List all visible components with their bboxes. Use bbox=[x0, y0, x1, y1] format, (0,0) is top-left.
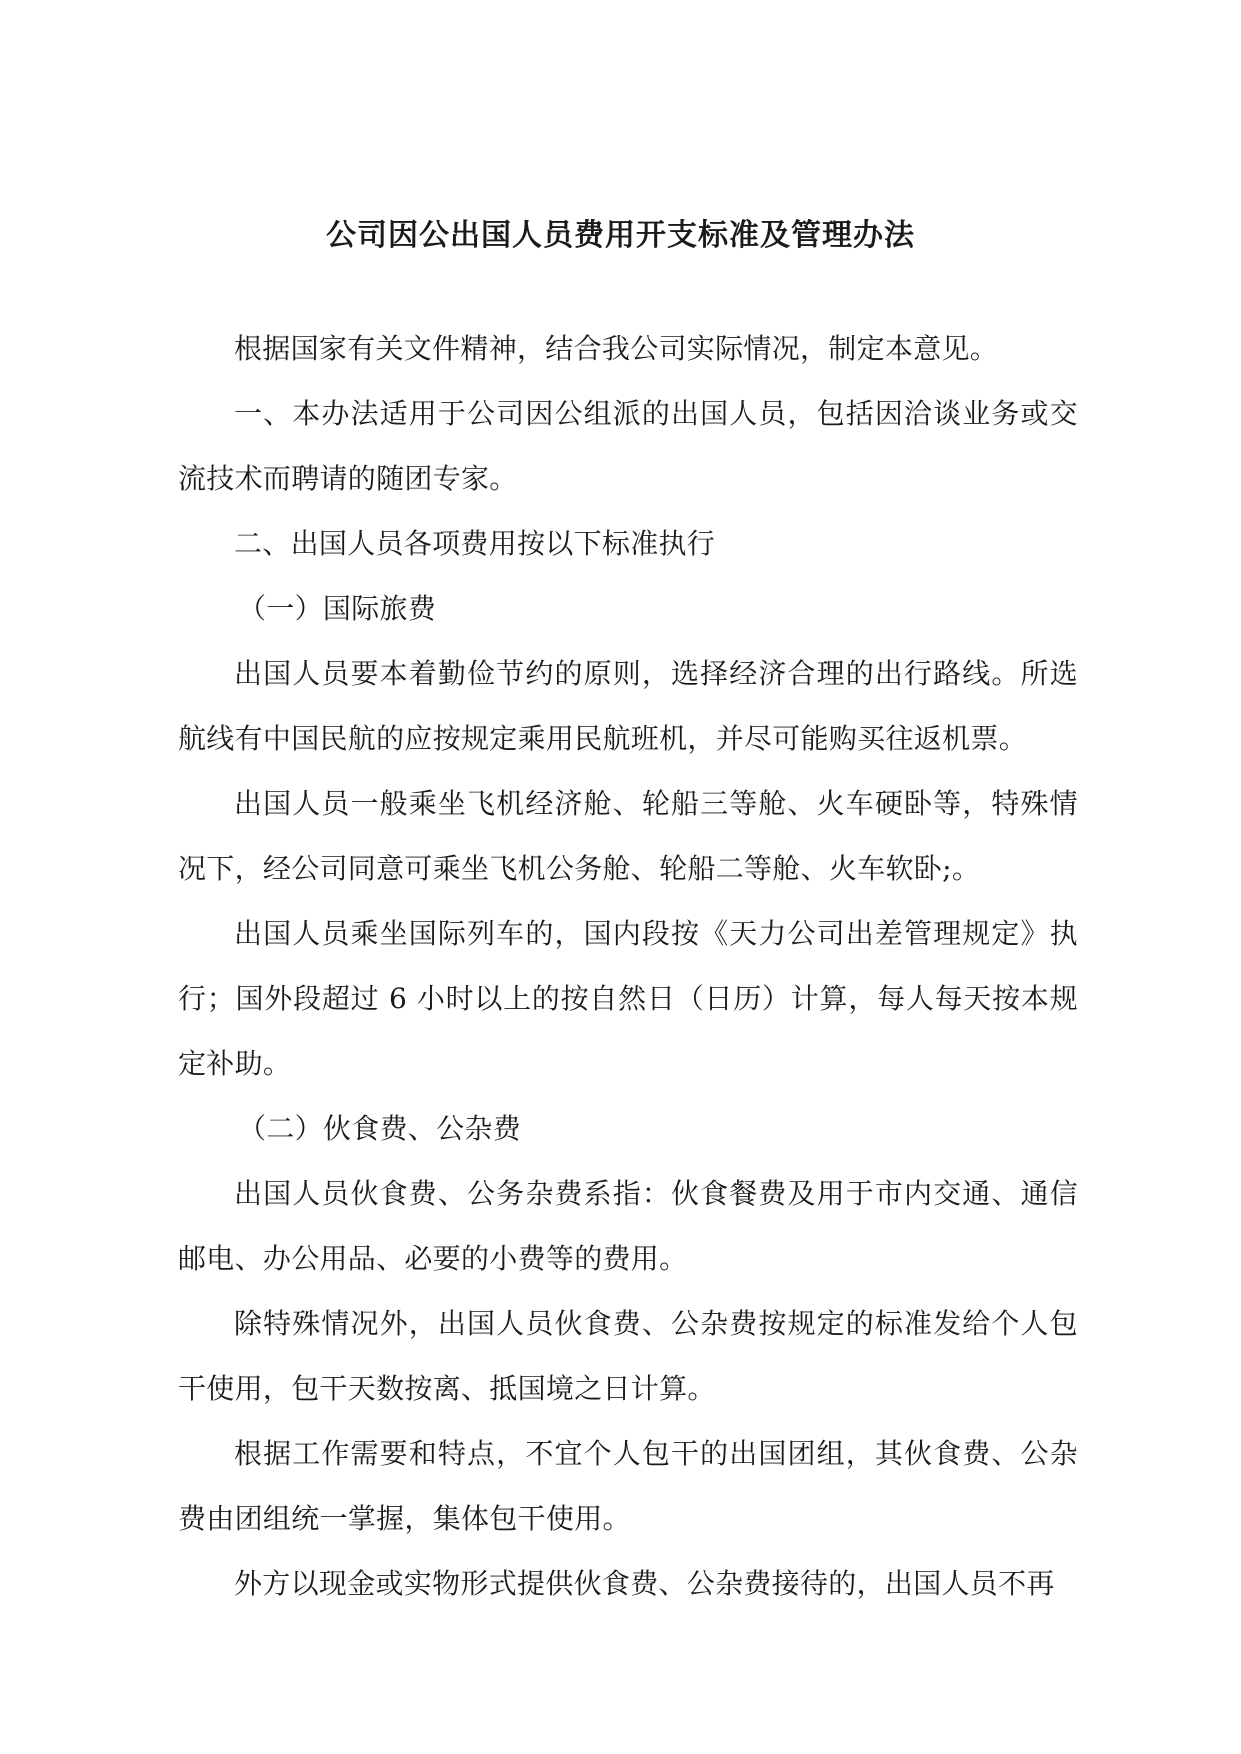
document-body bbox=[178, 316, 1078, 1616]
document-title: 公司因公出国人员费用开支标准及管理办法 bbox=[326, 218, 915, 253]
paragraph-international-train: 出国人员乘坐国际列车的，国内段按《天力公司出差管理规定》执行；国外段超过 6 小时以上的按自然日（日历）计算，每人每天按本规定补助。 bbox=[178, 917, 1078, 1080]
paragraph-standards-heading: 二、出国人员各项费用按以下标准执行 bbox=[234, 527, 716, 560]
paragraph-scope: 一、本办法适用于公司因公组派的出国人员，包括因洽谈业务或交流技术而聘请的随团专家。 bbox=[178, 397, 1078, 495]
section-heading-international-travel: （一）国际旅费 bbox=[238, 592, 437, 625]
paragraph-meals-definition: 出国人员伙食费、公务杂费系指：伙食餐费及用于市内交通、通信邮电、办公用品、必要的小费等的费用。 bbox=[178, 1177, 1078, 1275]
paragraph-meals-foreign-provided: 外方以现金或实物形式提供伙食费、公杂费接待的，出国人员不再 bbox=[234, 1567, 1055, 1600]
paragraph-meals-group: 根据工作需要和特点，不宜个人包干的出国团组，其伙食费、公杂费由团组统一掌握，集体包干使用。 bbox=[178, 1437, 1078, 1535]
paragraph-travel-route: 出国人员要本着勤俭节约的原则，选择经济合理的出行路线。所选航线有中国民航的应按规定乘用民航班机，并尽可能购买往返机票。 bbox=[178, 657, 1078, 755]
section-heading-meals-misc: （二）伙食费、公杂费 bbox=[238, 1112, 522, 1145]
paragraph-travel-class: 出国人员一般乘坐飞机经济舱、轮船三等舱、火车硬卧等，特殊情况下，经公司同意可乘坐飞机公务舱、轮船二等舱、火车软卧;。 bbox=[178, 787, 1078, 885]
paragraph-meals-lump-sum: 除特殊情况外，出国人员伙食费、公杂费按规定的标准发给个人包干使用，包干天数按离、抵国境之日计算。 bbox=[178, 1307, 1078, 1405]
paragraph-preamble: 根据国家有关文件精神，结合我公司实际情况，制定本意见。 bbox=[234, 332, 999, 365]
